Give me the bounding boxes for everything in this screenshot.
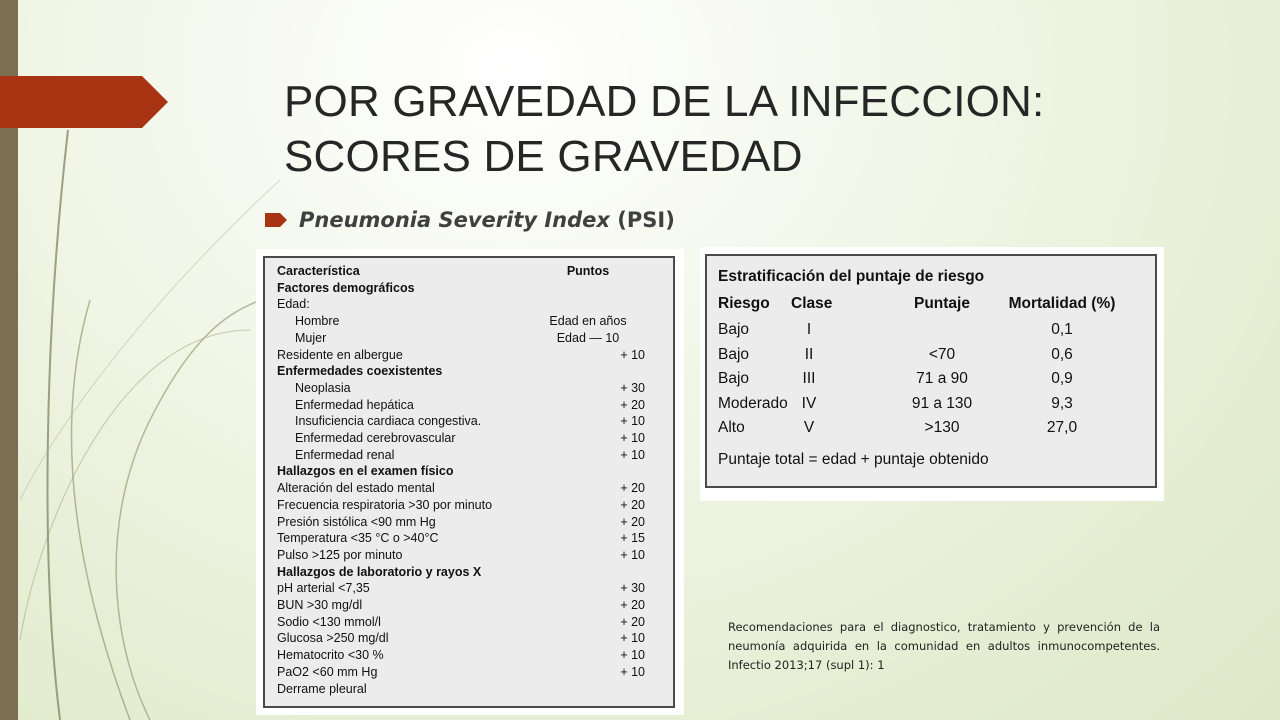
psi-table-row	[265, 430, 673, 447]
psi-table-row	[265, 447, 673, 464]
psi-row-label: Sodio <130 mmol/l	[277, 614, 381, 629]
psi-row-label: Edad:	[277, 297, 310, 312]
score-cell: <70	[928, 345, 956, 363]
psi-table-row	[265, 547, 673, 564]
psi-table-row	[265, 664, 673, 681]
psi-table-image	[256, 249, 684, 715]
psi-row-points: + 20	[620, 614, 645, 629]
psi-row-label: Alteración del estado mental	[277, 481, 435, 496]
psi-table-row	[265, 380, 673, 397]
psi-row-label: Enfermedades coexistentes	[277, 364, 443, 379]
risk-stratification-table	[705, 254, 1157, 488]
psi-row-points: Edad en años	[549, 314, 627, 329]
mortality-cell: 0,1	[1051, 321, 1073, 338]
header-riesgo: Riesgo	[718, 295, 770, 312]
psi-row-label: Enfermedad hepática	[295, 397, 414, 412]
mortality-cell: 0,9	[1051, 370, 1073, 387]
class-cell: II	[804, 345, 814, 363]
risk-cell: Bajo	[718, 370, 750, 387]
psi-row-points: + 10	[620, 447, 645, 462]
psi-row-points: + 10	[620, 414, 645, 429]
psi-row-points: + 20	[620, 397, 645, 412]
psi-row-points: + 30	[620, 380, 645, 395]
title-line-2: SCORES DE GRAVEDAD	[284, 132, 803, 181]
psi-table-row	[265, 313, 673, 330]
risk-table-footer: Puntaje total = edad + puntaje obtenido	[718, 451, 989, 468]
psi-row-points: + 30	[620, 581, 645, 596]
psi-row-label: Frecuencia respiratoria >30 por minuto	[277, 497, 493, 512]
psi-row-points: + 20	[620, 598, 645, 612]
psi-row-label: PaO2 <60 mm Hg	[277, 664, 378, 679]
psi-table-row	[265, 647, 673, 664]
psi-table-row	[265, 347, 673, 364]
psi-row-label: Enfermedad cerebrovascular	[295, 431, 456, 445]
psi-table-row	[265, 330, 673, 347]
psi-row-label: Temperatura <35 °C o >40°C	[277, 531, 439, 546]
mortality-cell: 27,0	[1046, 419, 1078, 436]
risk-table-row	[707, 367, 1155, 391]
slide-title	[284, 74, 1244, 184]
psi-table-row	[265, 614, 673, 631]
risk-cell: Alto	[718, 419, 745, 436]
mortality-cell: 9,3	[1051, 394, 1073, 412]
class-cell: I	[806, 321, 812, 338]
psi-row-points: + 10	[620, 648, 645, 663]
psi-row-points: + 20	[620, 481, 645, 496]
psi-row-points: + 10	[620, 431, 645, 445]
arrow-bullet-icon	[265, 213, 287, 227]
score-cell: >130	[924, 419, 960, 436]
psi-table-row	[265, 530, 673, 547]
psi-row-label: pH arterial <7,35	[277, 581, 370, 596]
score-cell: 91 a 130	[911, 394, 973, 412]
psi-row-label: Derrame pleural	[277, 681, 367, 696]
psi-row-label: Presión sistólica <90 mm Hg	[277, 514, 436, 529]
psi-table-row	[265, 296, 673, 313]
psi-row-label: Pulso >125 por minuto	[277, 547, 403, 562]
psi-row-points: Edad — 10	[556, 330, 620, 345]
psi-table-row	[265, 397, 673, 414]
score-cell: 71 a 90	[916, 370, 968, 387]
psi-table-header	[265, 263, 673, 280]
psi-table-row	[265, 681, 673, 698]
risk-table-row	[707, 343, 1155, 367]
psi-table-row	[265, 514, 673, 531]
class-cell: IV	[801, 394, 817, 412]
header-clase: Clase	[791, 295, 833, 312]
psi-row-points: + 10	[620, 347, 645, 362]
risk-table-title: Estratificación del puntaje de riesgo	[718, 268, 985, 285]
psi-row-label: Residente en albergue	[277, 347, 403, 362]
bullet-italic-text: Pneumonia Severity Index	[299, 208, 610, 232]
psi-header-points: Puntos	[566, 264, 610, 278]
bullet-item	[265, 208, 675, 232]
risk-stratification-image	[700, 247, 1164, 501]
psi-row-label: Hallazgos en el examen físico	[277, 464, 454, 479]
psi-row-label: Hallazgos de laboratorio y rayos X	[277, 564, 482, 579]
psi-row-label: Enfermedad renal	[295, 447, 395, 462]
title-line-1: POR GRAVEDAD DE LA INFECCION:	[284, 77, 1045, 126]
psi-row-label: Mujer	[295, 330, 327, 345]
psi-row-label: BUN >30 mg/dl	[277, 598, 363, 612]
psi-row-points: + 20	[620, 514, 645, 529]
psi-table-row	[265, 630, 673, 647]
title-accent-arrow	[0, 76, 168, 128]
psi-table	[263, 256, 675, 708]
psi-table-row	[265, 280, 673, 297]
psi-row-label: Insuficiencia cardiaca congestiva.	[295, 414, 482, 429]
bullet-text	[299, 208, 675, 232]
psi-table-row	[265, 564, 673, 581]
psi-row-points: + 10	[620, 631, 645, 646]
psi-table-row	[265, 597, 673, 614]
bullet-normal-text: (PSI)	[609, 208, 675, 232]
psi-row-label: Hematocrito <30 %	[277, 648, 384, 663]
psi-row-points: + 10	[620, 547, 645, 562]
mortality-cell: 0,6	[1051, 345, 1073, 363]
class-cell: III	[802, 370, 816, 387]
psi-row-label: Glucosa >250 mg/dl	[277, 631, 389, 646]
psi-row-label: Factores demográficos	[277, 280, 415, 295]
psi-table-row	[265, 463, 673, 480]
psi-row-label: Neoplasia	[295, 380, 351, 395]
psi-table-row	[265, 497, 673, 514]
psi-header-characteristic: Característica	[277, 264, 360, 278]
risk-cell: Moderado	[718, 394, 788, 412]
psi-row-points: + 10	[620, 664, 645, 679]
psi-row-points: + 20	[620, 497, 645, 512]
psi-row-points: + 15	[620, 531, 645, 546]
class-cell: V	[803, 419, 815, 436]
risk-table-row	[707, 318, 1155, 342]
risk-cell: Bajo	[718, 345, 750, 363]
psi-row-label: Hombre	[295, 314, 340, 329]
header-puntaje: Puntaje	[914, 295, 970, 312]
psi-table-row	[265, 363, 673, 380]
header-mortalidad: Mortalidad (%)	[1008, 295, 1116, 312]
psi-table-row	[265, 580, 673, 597]
psi-table-row	[265, 413, 673, 430]
psi-table-row	[265, 480, 673, 497]
citation-text: Recomendaciones para el diagnostico, tratamiento y prevención de la neumonía adquirida en la comunidad en adultos inmunocompetentes. Infectio 2013;17 (supl 1): 1	[728, 620, 1160, 672]
risk-table-row	[707, 416, 1155, 440]
risk-cell: Bajo	[718, 321, 750, 338]
risk-table-row	[707, 392, 1155, 416]
risk-table-header	[707, 292, 1155, 316]
